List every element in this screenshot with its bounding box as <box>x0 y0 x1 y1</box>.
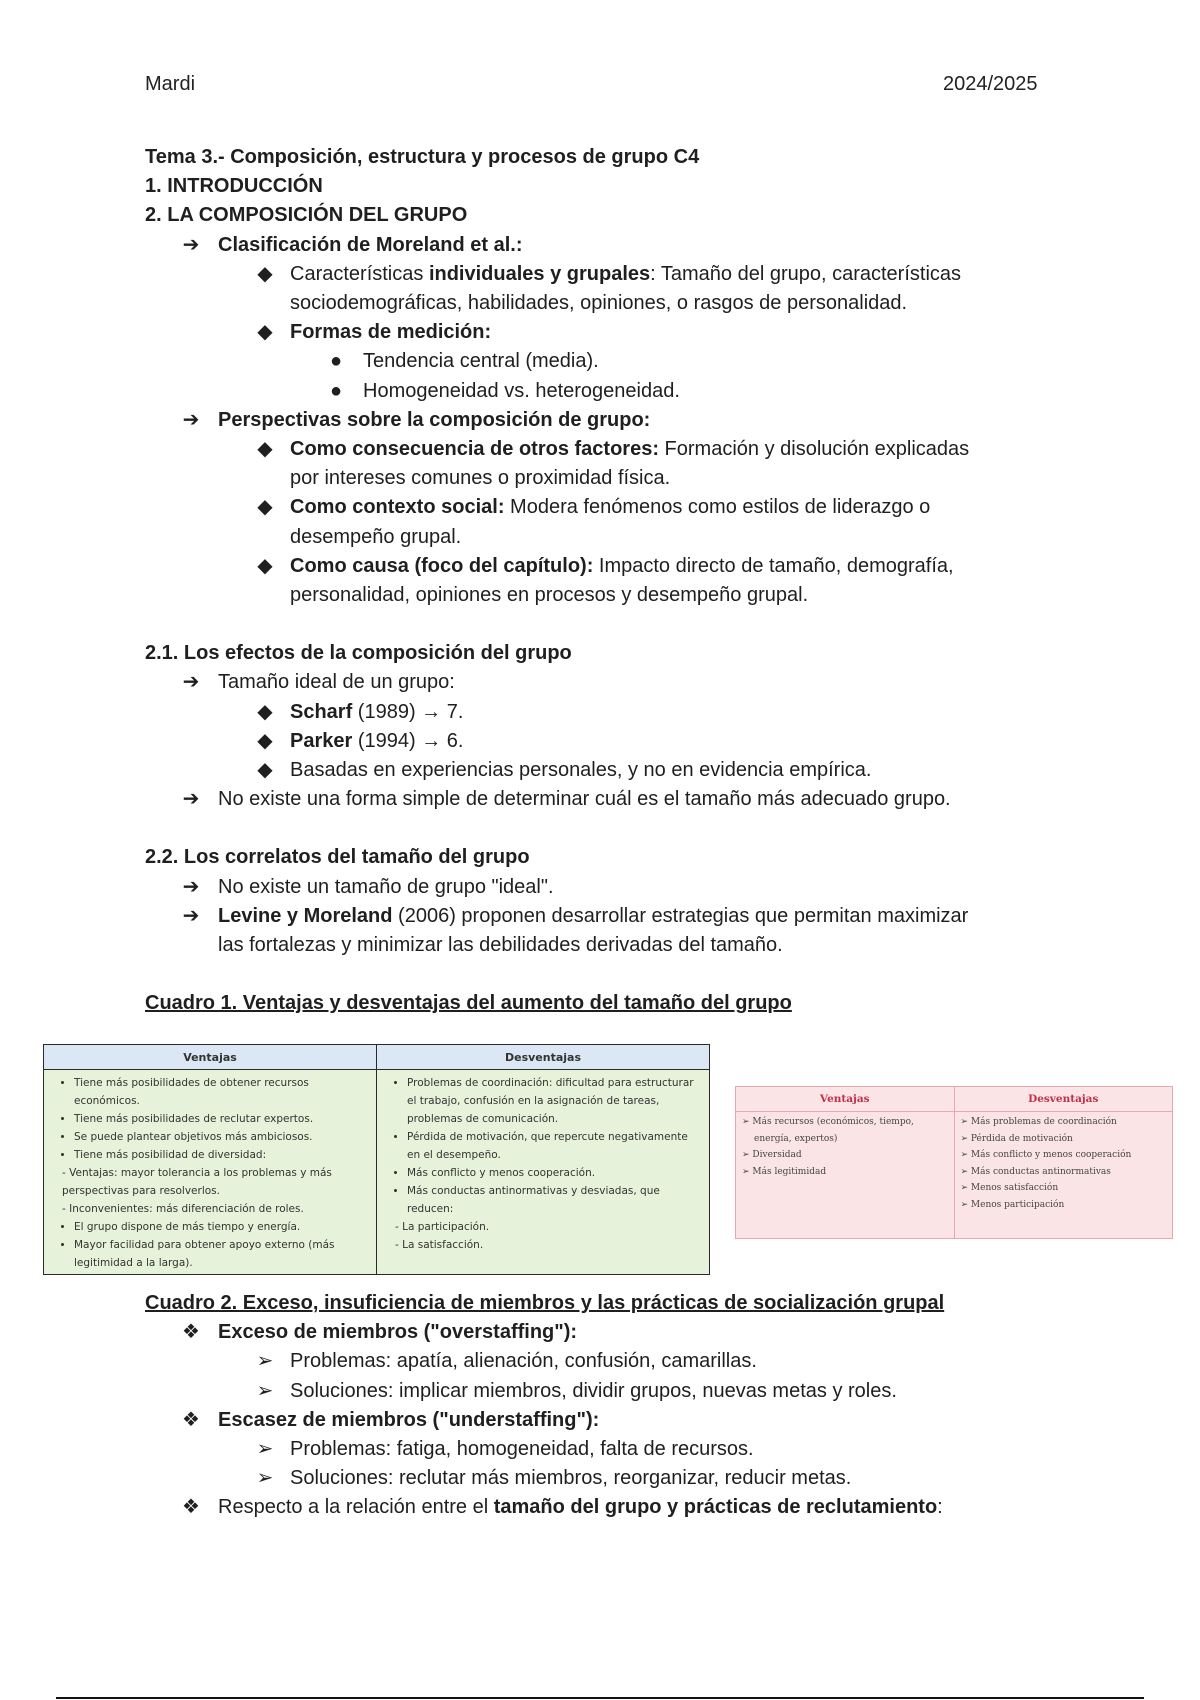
four-diamond-icon: ❖ <box>182 1321 200 1344</box>
exceso-heading: ❖ Exceso de miembros ("overstaffing"): <box>145 1318 1125 1347</box>
cuadro-1-table-pink <box>735 1086 1173 1239</box>
exceso-problemas: ➢ Problemas: apatía, alienación, confusión, camarillas. <box>145 1347 1125 1376</box>
list-item: ➢ Más legitimidad <box>742 1166 827 1177</box>
document-body <box>145 143 1065 1018</box>
diamond-icon: ◆ <box>257 262 273 285</box>
list-item: • Problemas de coordinación: dificultad para estructurar el trabajo, confusión en la asignación de tareas, problemas de comunicación. <box>407 1074 703 1128</box>
col-ventajas: Ventajas <box>44 1045 377 1070</box>
desventajas-cell <box>954 1112 1173 1239</box>
exceso-soluciones: ➢ Soluciones: implicar miembros, dividir grupos, nuevas metas y roles. <box>145 1377 1125 1406</box>
bullet-contexto-social: ◆ Como contexto social: Modera fenómenos como estilos de liderazgo o <box>145 493 1065 522</box>
list-item: • Mayor facilidad para obtener apoyo externo (más legitimidad a la larga). <box>74 1236 370 1272</box>
no-existe-tamano: ➔ No existe un tamaño de grupo "ideal". <box>145 873 1065 902</box>
relacion-reclutamiento: ❖ Respecto a la relación entre el tamaño del grupo y prácticas de reclutamiento: <box>145 1493 1125 1522</box>
cuadro-2-title: Cuadro 2. Exceso, insuficiencia de miembros y las prácticas de socialización grupal <box>145 1292 945 1314</box>
list-item: • Se puede plantear objetivos más ambiciosos. <box>74 1128 370 1146</box>
bullet-tendencia-central: ● Tendencia central (media). <box>145 347 1065 376</box>
diamond-icon: ◆ <box>257 554 273 577</box>
list-item: ➢ Menos participación <box>960 1199 1065 1210</box>
col-desventajas: Desventajas <box>954 1087 1173 1112</box>
col-ventajas: Ventajas <box>736 1087 955 1112</box>
desventajas-cell <box>377 1070 710 1275</box>
arrow-icon: ➔ <box>182 233 200 256</box>
list-subitem: - La participación. <box>395 1221 490 1233</box>
escasez-heading: ❖ Escasez de miembros ("understaffing"): <box>145 1406 1125 1435</box>
list-subitem: - Ventajas: mayor tolerancia a los problemas y más perspectivas para resolverlos. <box>62 1167 332 1197</box>
bullet-caracteristicas-cont: sociodemográficas, habilidades, opiniones, o rasgos de personalidad. <box>290 292 908 315</box>
list-item: • Tiene más posibilidades de obtener recursos económicos. <box>74 1074 370 1110</box>
cuadro-2-section <box>145 1289 1125 1523</box>
header-right: 2024/2025 <box>943 73 1038 95</box>
levine-moreland-cont: las fortalezas y minimizar las debilidades derivadas del tamaño. <box>218 934 783 957</box>
arrowhead-icon: ➢ <box>256 1350 274 1373</box>
diamond-icon: ◆ <box>257 700 273 723</box>
list-item: • El grupo dispone de más tiempo y energía. <box>74 1218 370 1236</box>
diamond-icon: ◆ <box>257 729 273 752</box>
four-diamond-icon: ❖ <box>182 1408 200 1431</box>
list-subitem: - Inconvenientes: más diferenciación de roles. <box>62 1203 304 1215</box>
bullet-consecuencia: ◆ Como consecuencia de otros factores: Formación y disolución explicadas <box>145 435 1065 464</box>
bullet-parker: ◆ Parker (1994) → 6. <box>145 727 1065 756</box>
four-diamond-icon: ❖ <box>182 1496 200 1519</box>
tamano-ideal: ➔ Tamaño ideal de un grupo: <box>145 668 1065 697</box>
diamond-icon: ◆ <box>257 438 273 461</box>
perspectivas-heading: ➔ Perspectivas sobre la composición de grupo: <box>145 406 1065 435</box>
list-item: ➢ Pérdida de motivación <box>960 1133 1073 1144</box>
bullet-scharf: ◆ Scharf (1989) → 7. <box>145 698 1065 727</box>
list-item: • Más conductas antinormativas y desviadas, que reducen: <box>407 1182 703 1218</box>
dot-icon: ● <box>329 350 343 373</box>
arrow-icon: ➔ <box>182 788 200 811</box>
arrowhead-icon: ➢ <box>256 1467 274 1490</box>
dot-icon: ● <box>329 379 343 402</box>
no-existe-forma: ➔ No existe una forma simple de determinar cuál es el tamaño más adecuado grupo. <box>145 785 1065 814</box>
list-item: ➢ Diversidad <box>742 1150 802 1160</box>
arrow-icon: ➔ <box>182 671 200 694</box>
arrowhead-icon: ➢ <box>256 1438 274 1461</box>
diamond-icon: ◆ <box>257 321 273 344</box>
bullet-causa: ◆ Como causa (foco del capítulo): Impacto directo de tamaño, demografía, <box>145 552 1065 581</box>
ventajas-cell <box>44 1070 377 1275</box>
arrow-icon: ➔ <box>182 904 200 927</box>
section-2-heading: 2. LA COMPOSICIÓN DEL GRUPO <box>145 204 468 227</box>
arrow-icon: ➔ <box>182 875 200 898</box>
bullet-basadas: ◆ Basadas en experiencias personales, y no en evidencia empírica. <box>145 756 1065 785</box>
bullet-homogeneidad: ● Homogeneidad vs. heterogeneidad. <box>145 377 1065 406</box>
bullet-formas-medicion: ◆ Formas de medición: <box>145 318 1065 347</box>
section-2-2-heading: 2.2. Los correlatos del tamaño del grupo <box>145 846 530 869</box>
levine-moreland: ➔ Levine y Moreland (2006) proponen desarrollar estrategias que permitan maximizar <box>145 902 1065 931</box>
escasez-problemas: ➢ Problemas: fatiga, homogeneidad, falta de recursos. <box>145 1435 1125 1464</box>
list-item: • Tiene más posibilidades de reclutar expertos. <box>74 1110 370 1128</box>
list-item: • Tiene más posibilidad de diversidad: <box>74 1146 370 1164</box>
list-subitem: - La satisfacción. <box>395 1239 484 1251</box>
bullet-caracteristicas: ◆ Características individuales y grupales: Tamaño del grupo, características <box>145 260 1065 289</box>
list-item: • Pérdida de motivación, que repercute negativamente en el desempeño. <box>407 1128 703 1164</box>
cuadro-1-title: Cuadro 1. Ventajas y desventajas del aumento del tamaño del grupo <box>145 992 792 1015</box>
ventajas-cell <box>736 1112 955 1239</box>
section-1-heading: 1. INTRODUCCIÓN <box>145 175 323 198</box>
cuadro-1-table-green <box>43 1044 710 1275</box>
escasez-soluciones: ➢ Soluciones: reclutar más miembros, reorganizar, reducir metas. <box>145 1464 1125 1493</box>
list-item: • Más conflicto y menos cooperación. <box>407 1164 703 1182</box>
diamond-icon: ◆ <box>257 759 273 782</box>
list-item: ➢ Menos satisfacción <box>960 1183 1059 1193</box>
list-item: ➢ Más conflicto y menos cooperación <box>960 1150 1132 1160</box>
diamond-icon: ◆ <box>257 496 273 519</box>
clasificacion-heading: ➔ Clasificación de Moreland et al.: <box>145 231 1065 260</box>
list-item: ➢ Más recursos (económicos, tiempo, energía, expertos) <box>742 1117 914 1144</box>
page-title: Tema 3.- Composición, estructura y procesos de grupo C4 <box>145 146 700 168</box>
bullet-consecuencia-cont: por intereses comunes o proximidad física. <box>290 467 671 490</box>
arrow-icon: ➔ <box>182 408 200 431</box>
list-item: ➢ Más problemas de coordinación <box>960 1117 1117 1127</box>
list-item: ➢ Más conductas antinormativas <box>960 1166 1111 1177</box>
header-left: Mardi <box>145 73 196 95</box>
bullet-contexto-social-cont: desempeño grupal. <box>290 525 462 548</box>
bullet-causa-cont: personalidad, opiniones en procesos y desempeño grupal. <box>290 584 809 607</box>
footer-rule <box>56 1697 1144 1699</box>
section-2-1-heading: 2.1. Los efectos de la composición del grupo <box>145 642 572 665</box>
col-desventajas: Desventajas <box>377 1045 710 1070</box>
arrowhead-icon: ➢ <box>256 1379 274 1402</box>
